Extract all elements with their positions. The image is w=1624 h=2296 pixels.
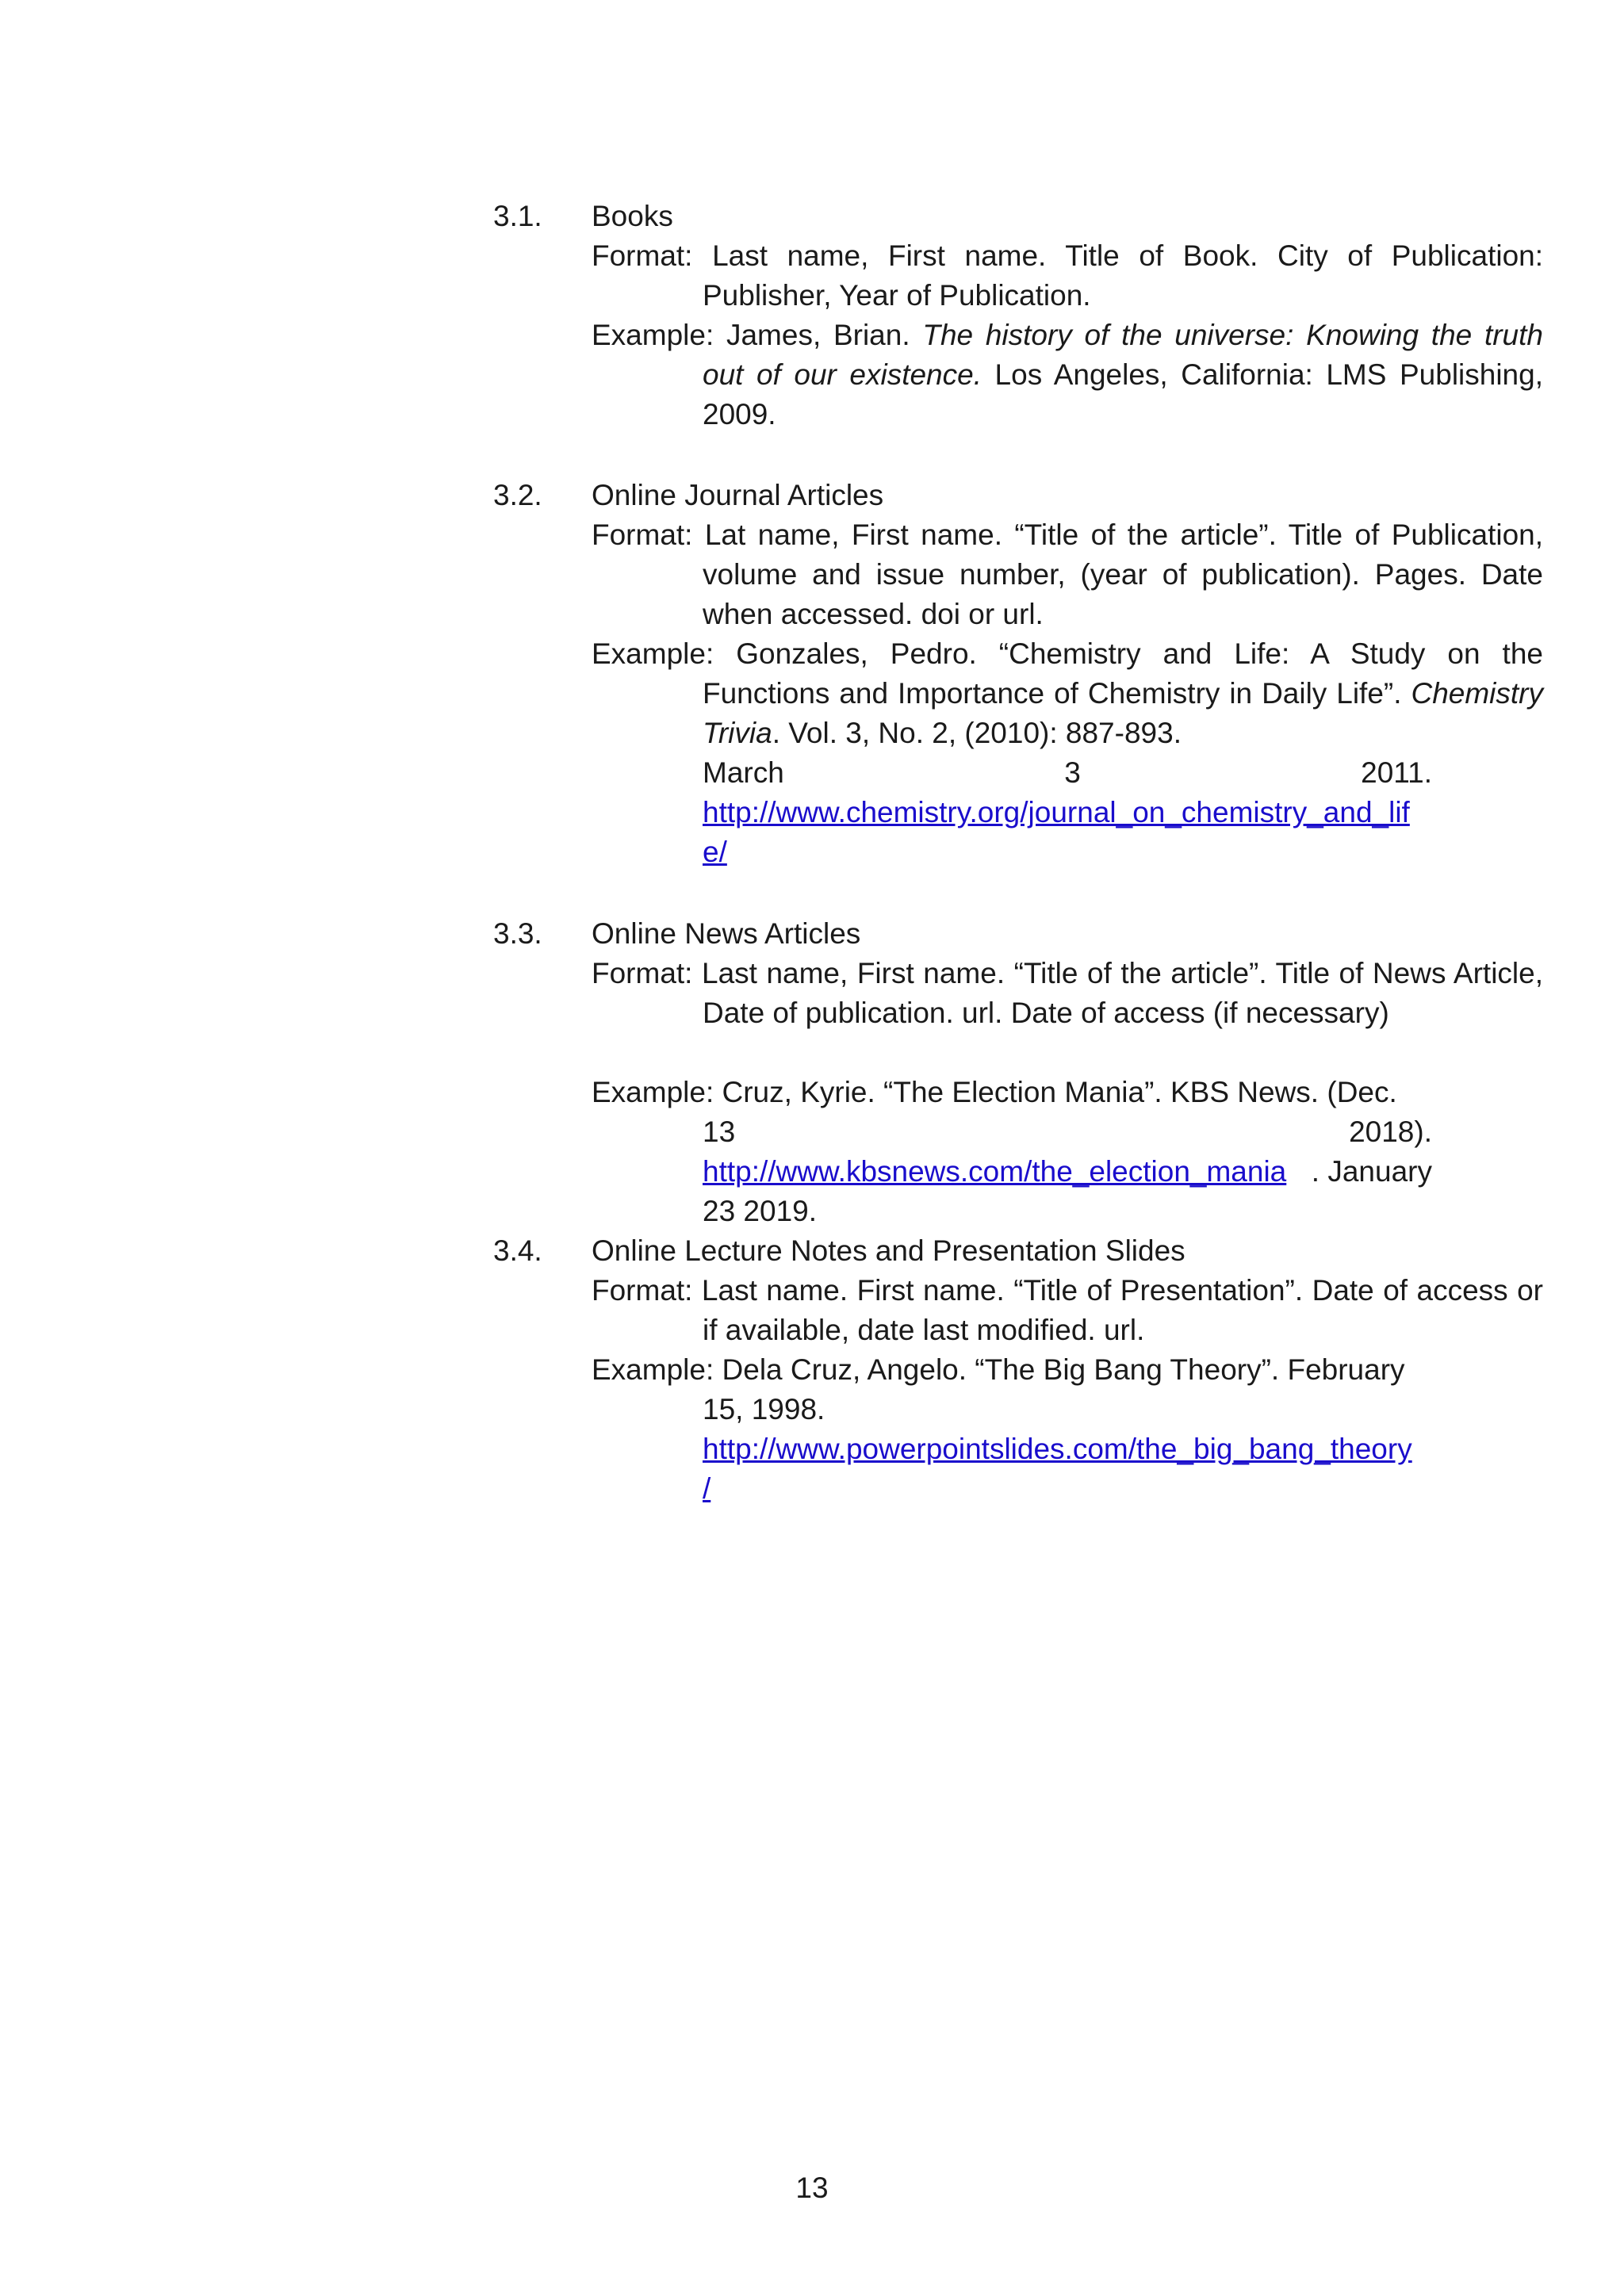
slides-link[interactable]: http://www.powerpointslides.com/the_big_bang_theory (703, 1433, 1412, 1465)
format-entry (592, 954, 1543, 1033)
example-entry (592, 1073, 1543, 1112)
example-journal: Chemistry Trivia (703, 677, 1543, 749)
example-label: Example: (592, 1353, 714, 1386)
example-volume: . Vol. 3, No. 2, (2010): 887-893. (772, 717, 1182, 749)
news-link[interactable]: http://www.kbsnews.com/the_election_mania (703, 1155, 1287, 1188)
url-suffix: . January (1311, 1155, 1432, 1188)
example-text: Cruz, Kyrie. “The Election Mania”. KBS News. (Dec. (722, 1076, 1397, 1108)
example-publication: Los Angeles, California: LMS Publishing, 2009. (703, 358, 1543, 430)
section-number: 3.4. (493, 1234, 542, 1267)
publication-year: 2018). (1349, 1115, 1432, 1148)
format-label: Format: (592, 1274, 693, 1307)
access-date: 23 2019. (703, 1195, 818, 1227)
slides-link-continued[interactable]: / (703, 1472, 711, 1505)
format-label: Format: (592, 957, 693, 989)
format-text: Last name, First name. Title of Book. City of Publication: Publisher, Year of Publication. (703, 239, 1543, 312)
publication-day: 13 (703, 1115, 736, 1148)
format-entry (592, 236, 1543, 316)
example-entry (592, 1350, 1543, 1390)
example-label: Example: (592, 319, 714, 351)
section-title: Online Lecture Notes and Presentation Slides (592, 1234, 1185, 1267)
example-entry (592, 316, 1543, 434)
section-title: Online Journal Articles (592, 479, 884, 511)
url-line (703, 1152, 1432, 1192)
format-label: Format: (592, 239, 693, 272)
section-number: 3.1. (493, 200, 542, 232)
format-text: Last name. First name. “Title of Presentation”. Date of access or if available, date last modified. url. (701, 1274, 1543, 1346)
example-text: Gonzales, Pedro. “Chemistry and Life: A Study on the Functions and Importance of Chemistry in Daily Life”. (703, 637, 1543, 710)
access-date-line (703, 1192, 1432, 1231)
article-link[interactable]: http://www.chemistry.org/journal_on_chemistry_and_lif (703, 796, 1410, 828)
example-date-line (703, 1390, 1432, 1429)
example-text: Dela Cruz, Angelo. “The Big Bang Theory”. February (722, 1353, 1405, 1386)
section-title: Books (592, 200, 673, 232)
example-label: Example: (592, 1076, 714, 1108)
access-year: 2011. (1361, 756, 1432, 789)
url-line (703, 1429, 1432, 1509)
section-number: 3.3. (493, 917, 542, 950)
access-date-line (703, 753, 1432, 793)
example-label: Example: (592, 637, 714, 670)
example-date: 15, 1998. (703, 1393, 825, 1425)
example-author: James, Brian. (726, 319, 910, 351)
format-text: Last name, First name. “Title of the article”. Title of News Article, Date of publication. url. Date of access (if necessary) (702, 957, 1544, 1029)
example-entry (592, 634, 1543, 753)
access-month: March (703, 756, 784, 789)
publication-date-line (703, 1112, 1432, 1152)
format-entry (592, 1271, 1543, 1350)
url-line (703, 793, 1432, 872)
section-number: 3.2. (493, 479, 542, 511)
section-title: Online News Articles (592, 917, 861, 950)
format-label: Format: (592, 519, 693, 551)
format-text: Lat name, First name. “Title of the article”. Title of Publication, volume and issue number, (year of publication). Pages. Date when accessed. doi or url. (703, 519, 1544, 630)
page-number: 13 (795, 2172, 829, 2204)
format-entry (592, 515, 1543, 634)
article-link-continued[interactable]: e/ (703, 836, 727, 868)
access-day: 3 (1064, 756, 1081, 789)
example-title: The history of the universe: Knowing the truth out of our existence. (703, 319, 1543, 391)
